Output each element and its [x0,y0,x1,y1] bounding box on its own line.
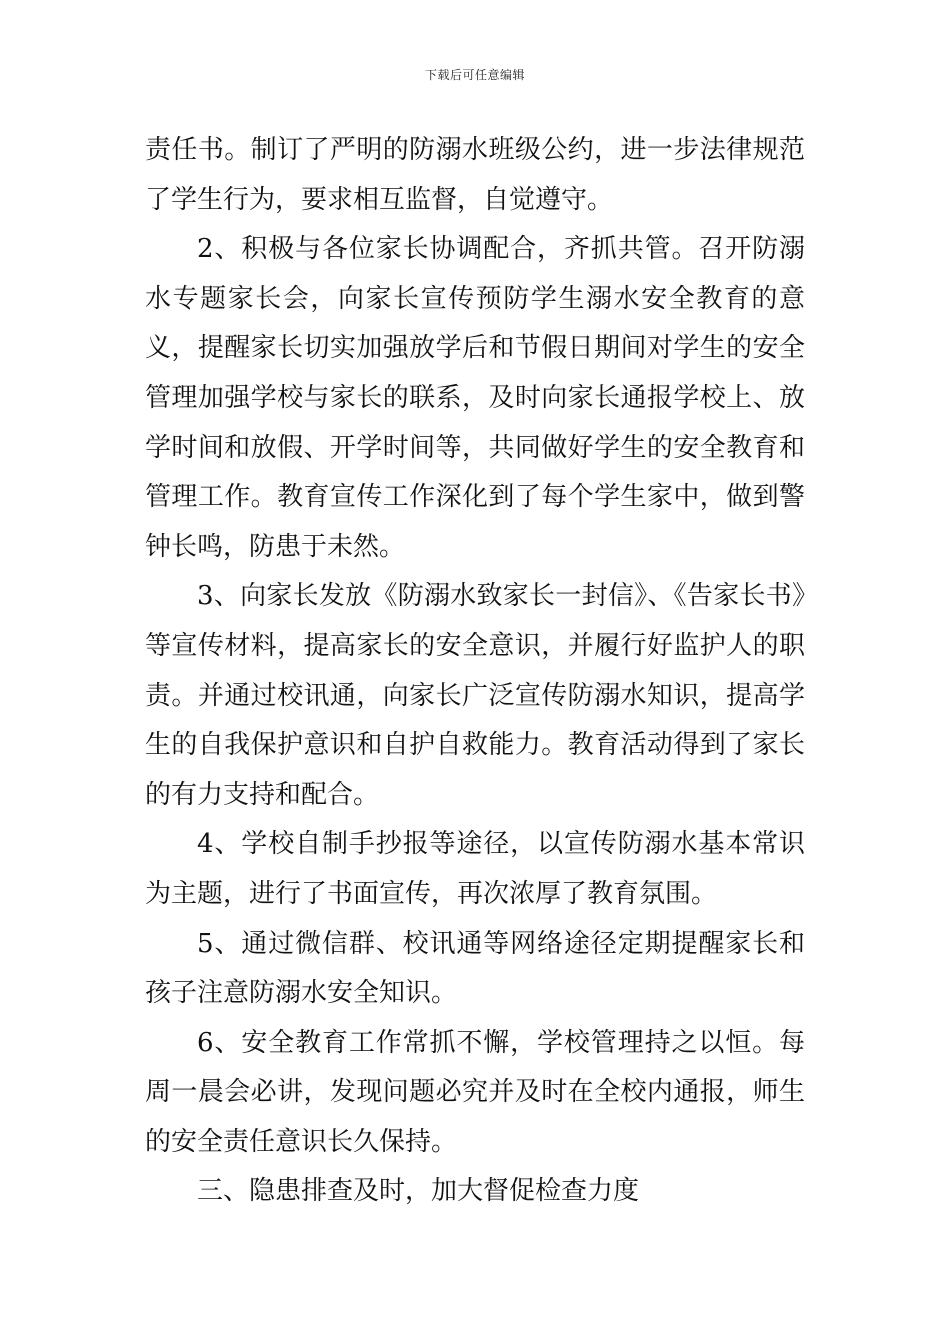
paragraph-3: 3、向家长发放《防溺水致家长一封信》、《告家长书》等宣传材料，提高家长的安全意识，并履行好监护人的职责。并通过校讯通，向家长广泛宣传防溺水知识，提高学生的自我保护意识和自护自救能力。教育活动得到了家长的有力支持和配合。 [145,581,805,810]
paragraph-5: 5、通过微信群、校讯通等网络途径定期提醒家长和孩子注意防溺水安全知识。 [145,928,805,1009]
section-heading-3: 三、隐患排查及时，加大督促检查力度 [197,1176,640,1207]
document-body [145,126,805,1217]
page-header-note: 下载后可任意编辑 [424,68,525,82]
paragraph-1: 责任书。制订了严明的防溺水班级公约，进一步法律规范了学生行为，要求相互监督，自觉遵守。 [145,135,805,215]
paragraph-6: 6、安全教育工作常抓不懈，学校管理持之以恒。每周一晨会必讲，发现问题必究并及时在全校内通报，师生的安全责任意识长久保持。 [145,1027,805,1157]
paragraph-2: 2、积极与各位家长协调配合，齐抓共管。召开防溺水专题家长会，向家长宣传预防学生溺水安全教育的意义，提醒家长切实加强放学后和节假日期间对学生的安全管理加强学校与家长的联系，及时向家长通报学校上、放学时间和放假、开学时间等，共同做好学生的安全教育和管理工作。教育宣传工作深化到了每个学生家中，做到警钟长鸣，防患于未然。 [145,234,805,562]
paragraph-4: 4、学校自制手抄报等途径，以宣传防溺水基本常识为主题，进行了书面宣传，再次浓厚了教育氛围。 [145,829,805,909]
